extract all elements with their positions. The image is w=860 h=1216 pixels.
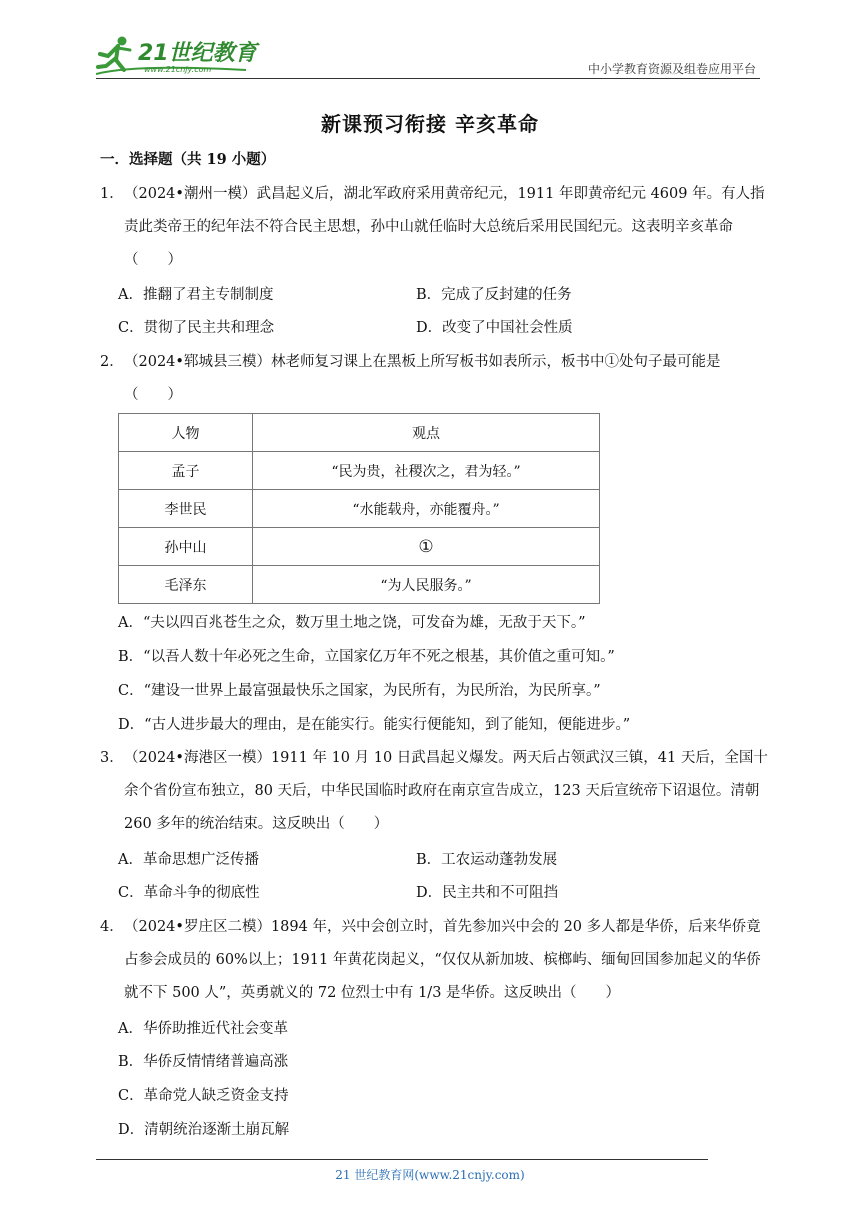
table-header: 观点 <box>253 414 600 452</box>
option-d: D．改变了中国社会性质 <box>416 320 573 336</box>
viewpoint-table <box>118 413 600 604</box>
question-2 <box>100 346 768 412</box>
footer-link[interactable]: 21 世纪教育网(www.21cnjy.com) <box>335 1168 525 1182</box>
option-b: B．完成了反封建的任务 <box>416 287 572 303</box>
question-stem: （2024•潮州一模）武昌起义后，湖北军政府采用黄帝纪元，1911 年即黄帝纪元 4609 年。有人指责此类帝王的纪年法不符合民主思想，孙中山就任临时大总统后采用民国纪元。这表明辛亥革命（ ） <box>124 186 765 268</box>
option-c: C．革命斗争的彻底性 <box>118 885 260 901</box>
option-c: C．革命党人缺乏资金支持 <box>118 1088 289 1104</box>
option-b: B．华侨反情情绪普遍高涨 <box>118 1054 289 1070</box>
section-heading: 一．选择题（共 19 小题） <box>100 151 276 168</box>
option-d: D．民主共和不可阻挡 <box>416 885 559 901</box>
table-cell: 毛泽东 <box>119 566 253 604</box>
table-row <box>119 566 600 604</box>
question-3 <box>100 742 768 841</box>
question-number: 4． <box>100 919 124 935</box>
table-cell: “水能载舟，亦能覆舟。” <box>253 490 600 528</box>
question-stem: （2024•海港区一模）1911 年 10 月 10 日武昌起义爆发。两天后占领武汉三镇，41 天后，全国十余个省份宣布独立，80 天后，中华民国临时政府在南京宣告成立，123 天后宣统帝下诏退位。清朝 260 多年的统治结束。这反映出（ ） <box>124 750 768 832</box>
site-logo <box>96 34 266 76</box>
option-a: A．“夫以四百兆苍生之众，数万里土地之饶，可发奋为雄，无敌于天下。” <box>118 615 586 631</box>
svg-text:21世纪教育: 21世纪教育 <box>138 41 257 66</box>
option-d: D．清朝统治逐渐土崩瓦解 <box>118 1122 290 1138</box>
table-cell: “民为贵，社稷次之，君为轻。” <box>253 452 600 490</box>
table-header: 人物 <box>119 414 253 452</box>
page-header <box>96 30 760 78</box>
table-cell: “为人民服务。” <box>253 566 600 604</box>
question-number: 3． <box>100 750 124 766</box>
option-b: B．工农运动蓬勃发展 <box>416 852 558 868</box>
question-stem: （2024•罗庄区二模）1894 年，兴中会创立时，首先参加兴中会的 20 多人都是华侨，后来华侨竟占参会成员的 60%以上；1911 年黄花岗起义，“仅仅从新加坡、槟榔屿、缅甸回国参加起义的华侨就不下 500 人”，英勇就义的 72 位烈士中有 1/3 是华侨。这反映出（ ） <box>124 919 761 1001</box>
option-b: B．“以吾人数十年必死之生命，立国家亿万年不死之根基，其价值之重可知。” <box>118 649 615 665</box>
question-number: 1． <box>100 186 124 202</box>
table-header-row <box>119 414 600 452</box>
question-4 <box>100 911 768 1010</box>
question-stem: （2024•郓城县三模）林老师复习课上在黑板上所写板书如表所示，板书中①处句子最可能是（ ） <box>124 354 721 403</box>
option-c: C．贯彻了民主共和理念 <box>118 320 275 336</box>
option-c: C．“建设一世界上最富强最快乐之国家，为民所有，为民所治，为民所享。” <box>118 683 601 699</box>
table-cell: 李世民 <box>119 490 253 528</box>
footer-divider <box>96 1159 708 1160</box>
option-a: A．推翻了君主专制制度 <box>118 287 274 303</box>
platform-name: 中小学教育资源及组卷应用平台 <box>587 62 756 76</box>
table-cell: 孙中山 <box>119 528 253 566</box>
question-number: 2． <box>100 354 124 370</box>
page-title: 新课预习衔接 辛亥革命 <box>321 112 539 136</box>
blank-marker: ① <box>418 536 434 557</box>
svg-text:www.21cnjy.com: www.21cnjy.com <box>144 65 212 74</box>
table-row <box>119 452 600 490</box>
option-a: A．革命思想广泛传播 <box>118 852 259 868</box>
table-cell <box>253 528 600 566</box>
table-row <box>119 528 600 566</box>
question-1 <box>100 178 768 277</box>
header-divider <box>96 78 760 79</box>
option-d: D．“古人进步最大的理由，是在能实行。能实行便能知，到了能知，便能进步。” <box>118 717 631 733</box>
table-cell: 孟子 <box>119 452 253 490</box>
table-row <box>119 490 600 528</box>
option-a: A．华侨助推近代社会变革 <box>118 1021 288 1037</box>
